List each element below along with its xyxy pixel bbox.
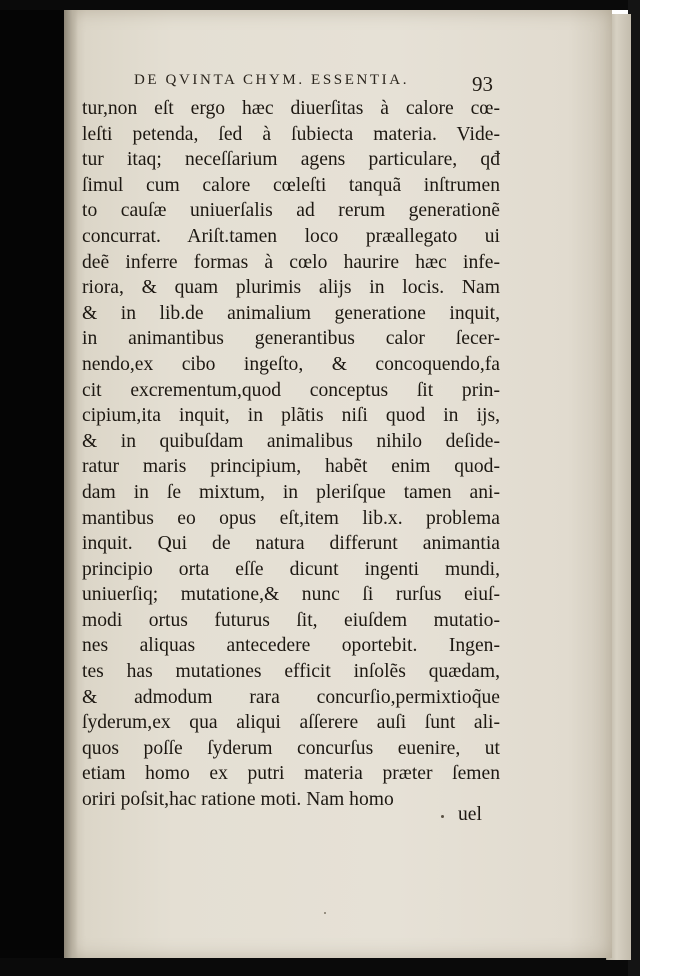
catchword: uel [458,804,482,825]
text-line: ſyderum,ex qua aliqui aſſerere auſi ſunt ali- [82,712,500,734]
text-line: nendo,ex cibo ingeſto, & concoquendo,fa [82,353,500,375]
text-line: ſimul cum calore cœleſti tanquã inſtrumen [82,174,500,196]
text-line: & in lib.de animalium generatione inquit, [82,302,500,324]
scan-background-top [0,0,640,10]
body-text [82,96,500,813]
text-line: inquit. Qui de natura differunt animantia [82,533,500,555]
text-line: uniuerſiq; mutatione,& nunc ſi rurſus eiuſ- [82,584,500,606]
text-line: cit excrementum,quod conceptus ſit prin- [82,379,500,401]
text-line: in animantibus generantibus calor ſecer- [82,328,500,350]
text-line: principio orta eſſe dicunt ingenti mundi, [82,558,500,580]
text-line: nes aliquas antecedere oportebit. Ingen- [82,635,500,657]
text-line: etiam homo ex putri materia præter ſemen [82,763,500,785]
text-line: to cauſæ uniuerſalis ad rerum generationẽ [82,200,500,222]
running-head: DE QVINTA CHYM. ESSENTIA. [134,72,410,88]
ink-speck [324,912,326,914]
text-line: tes has mutationes efficit inſolẽs quædam, [82,661,500,683]
scan-background-bottom [0,958,640,976]
scan-background-left [0,0,66,976]
text-line: quos poſſe ſyderum concurſus euenire, ut [82,737,500,759]
text-line: deẽ inferre formas à cœlo haurire hæc infe- [82,251,500,273]
text-line: concurrat. Ariſt.tamen loco præallegato ui [82,225,500,247]
page-gutter-shadow [64,10,78,958]
text-line: oriri poſsit,hac ratione moti. Nam homo [82,789,394,811]
text-line: modi ortus futurus ſit, eiuſdem mutatio- [82,609,500,631]
ink-speck [441,815,444,818]
text-line: & admodum rara concurſio,permixtioq̃ue [82,686,500,708]
text-line: dam in ſe mixtum, in pleriſque tamen ani- [82,481,500,503]
text-line: mantibus eo opus eſt,item lib.x. problema [82,507,500,529]
text-line: tur,non eſt ergo hæc diuerſitas à calore cœ- [82,98,500,119]
text-line: ratur maris principium, habẽt enim quod- [82,456,500,478]
page-number: 93 [472,72,493,96]
text-line: leſti petenda, ſed à ſubiecta materia. Vide- [82,123,500,145]
text-line: & in quibuſdam animalibus nihilo deſide- [82,430,500,452]
text-line: tur itaq; neceſſarium agens particulare, qđ [82,149,500,171]
text-line: riora, & quam plurimis alijs in locis. Nam [82,277,500,299]
text-line: cipium,ita inquit, in plãtis niſi quod in ijs, [82,405,500,427]
